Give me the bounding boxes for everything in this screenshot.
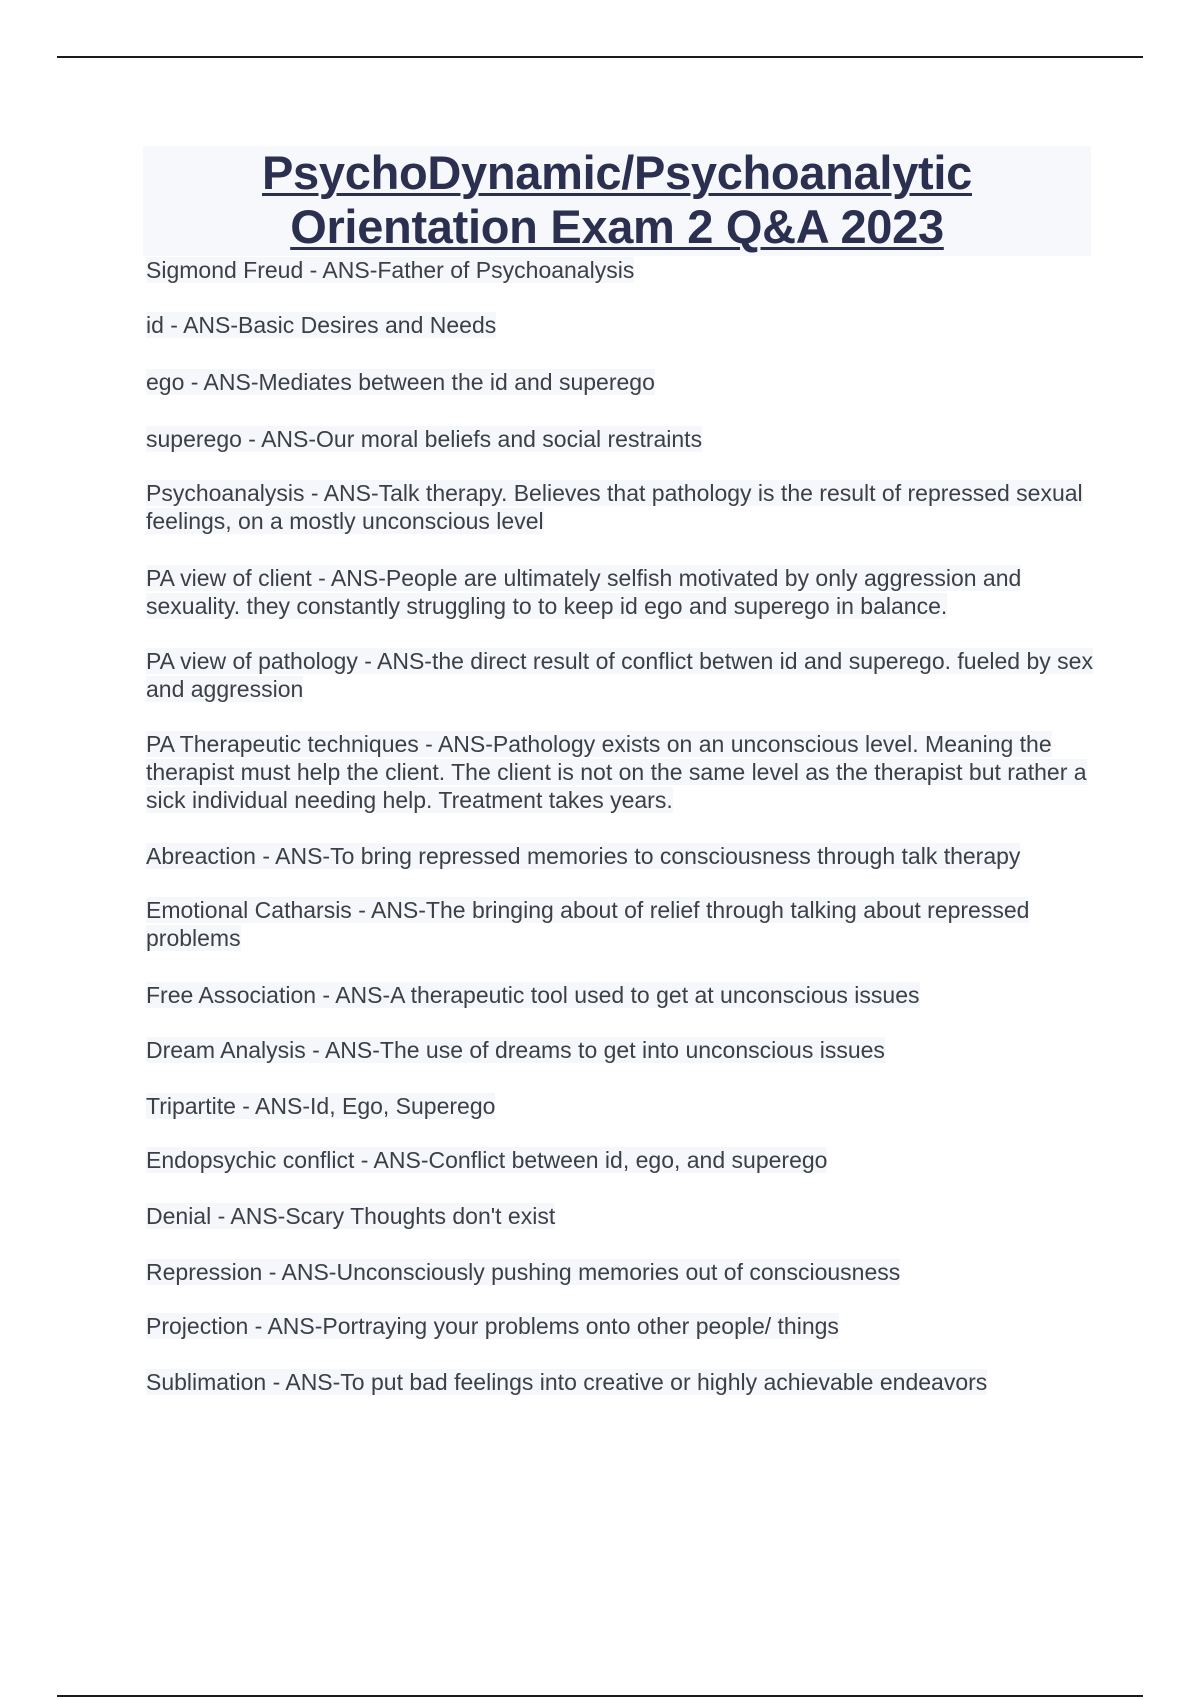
qa-item: Psychoanalysis - ANS-Talk therapy. Believes that pathology is the result of repressed sexual feelings, on a mostly unconscious level — [146, 480, 1083, 534]
qa-item: Sigmond Freud - ANS-Father of Psychoanalysis — [146, 257, 635, 283]
qa-item: PA view of client - ANS-People are ultimately selfish motivated by only aggression and sexuality. they constantly struggling to to keep id ego and superego in balance. — [146, 565, 1022, 619]
qa-item: Projection - ANS-Portraying your problems onto other people/ things — [146, 1313, 839, 1339]
title-line-1: PsychoDynamic/Psychoanalytic — [262, 146, 972, 199]
qa-item: superego - ANS-Our moral beliefs and social restraints — [146, 426, 703, 452]
top-divider — [57, 56, 1143, 58]
qa-item: PA view of pathology - ANS-the direct result of conflict betwen id and superego. fueled by sex and aggression — [146, 648, 1093, 702]
qa-item: ego - ANS-Mediates between the id and superego — [146, 369, 655, 395]
title-line-2: Orientation Exam 2 Q&A 2023 — [290, 200, 944, 253]
qa-item: PA Therapeutic techniques - ANS-Pathology exists on an unconscious level. Meaning the therapist must help the client. The client is not on the same level as the therapist but rather a sick individual needing help. Treatment takes years. — [146, 731, 1087, 813]
qa-item: Endopsychic conflict - ANS-Conflict between id, ego, and superego — [146, 1147, 828, 1173]
qa-item: Repression - ANS-Unconsciously pushing memories out of consciousness — [146, 1259, 901, 1285]
qa-item: Emotional Catharsis - ANS-The bringing about of relief through talking about repressed problems — [146, 897, 1030, 951]
qa-item: Denial - ANS-Scary Thoughts don't exist — [146, 1203, 556, 1229]
qa-item: id - ANS-Basic Desires and Needs — [146, 312, 497, 338]
qa-item: Free Association - ANS-A therapeutic tool used to get at unconscious issues — [146, 982, 920, 1008]
qa-item: Tripartite - ANS-Id, Ego, Superego — [146, 1093, 496, 1119]
qa-item: Dream Analysis - ANS-The use of dreams to get into unconscious issues — [146, 1037, 885, 1063]
qa-item: Abreaction - ANS-To bring repressed memories to consciousness through talk therapy — [146, 843, 1021, 869]
bottom-divider — [57, 1695, 1143, 1697]
qa-item: Sublimation - ANS-To put bad feelings into creative or highly achievable endeavors — [146, 1369, 988, 1395]
document-title — [143, 146, 1091, 256]
